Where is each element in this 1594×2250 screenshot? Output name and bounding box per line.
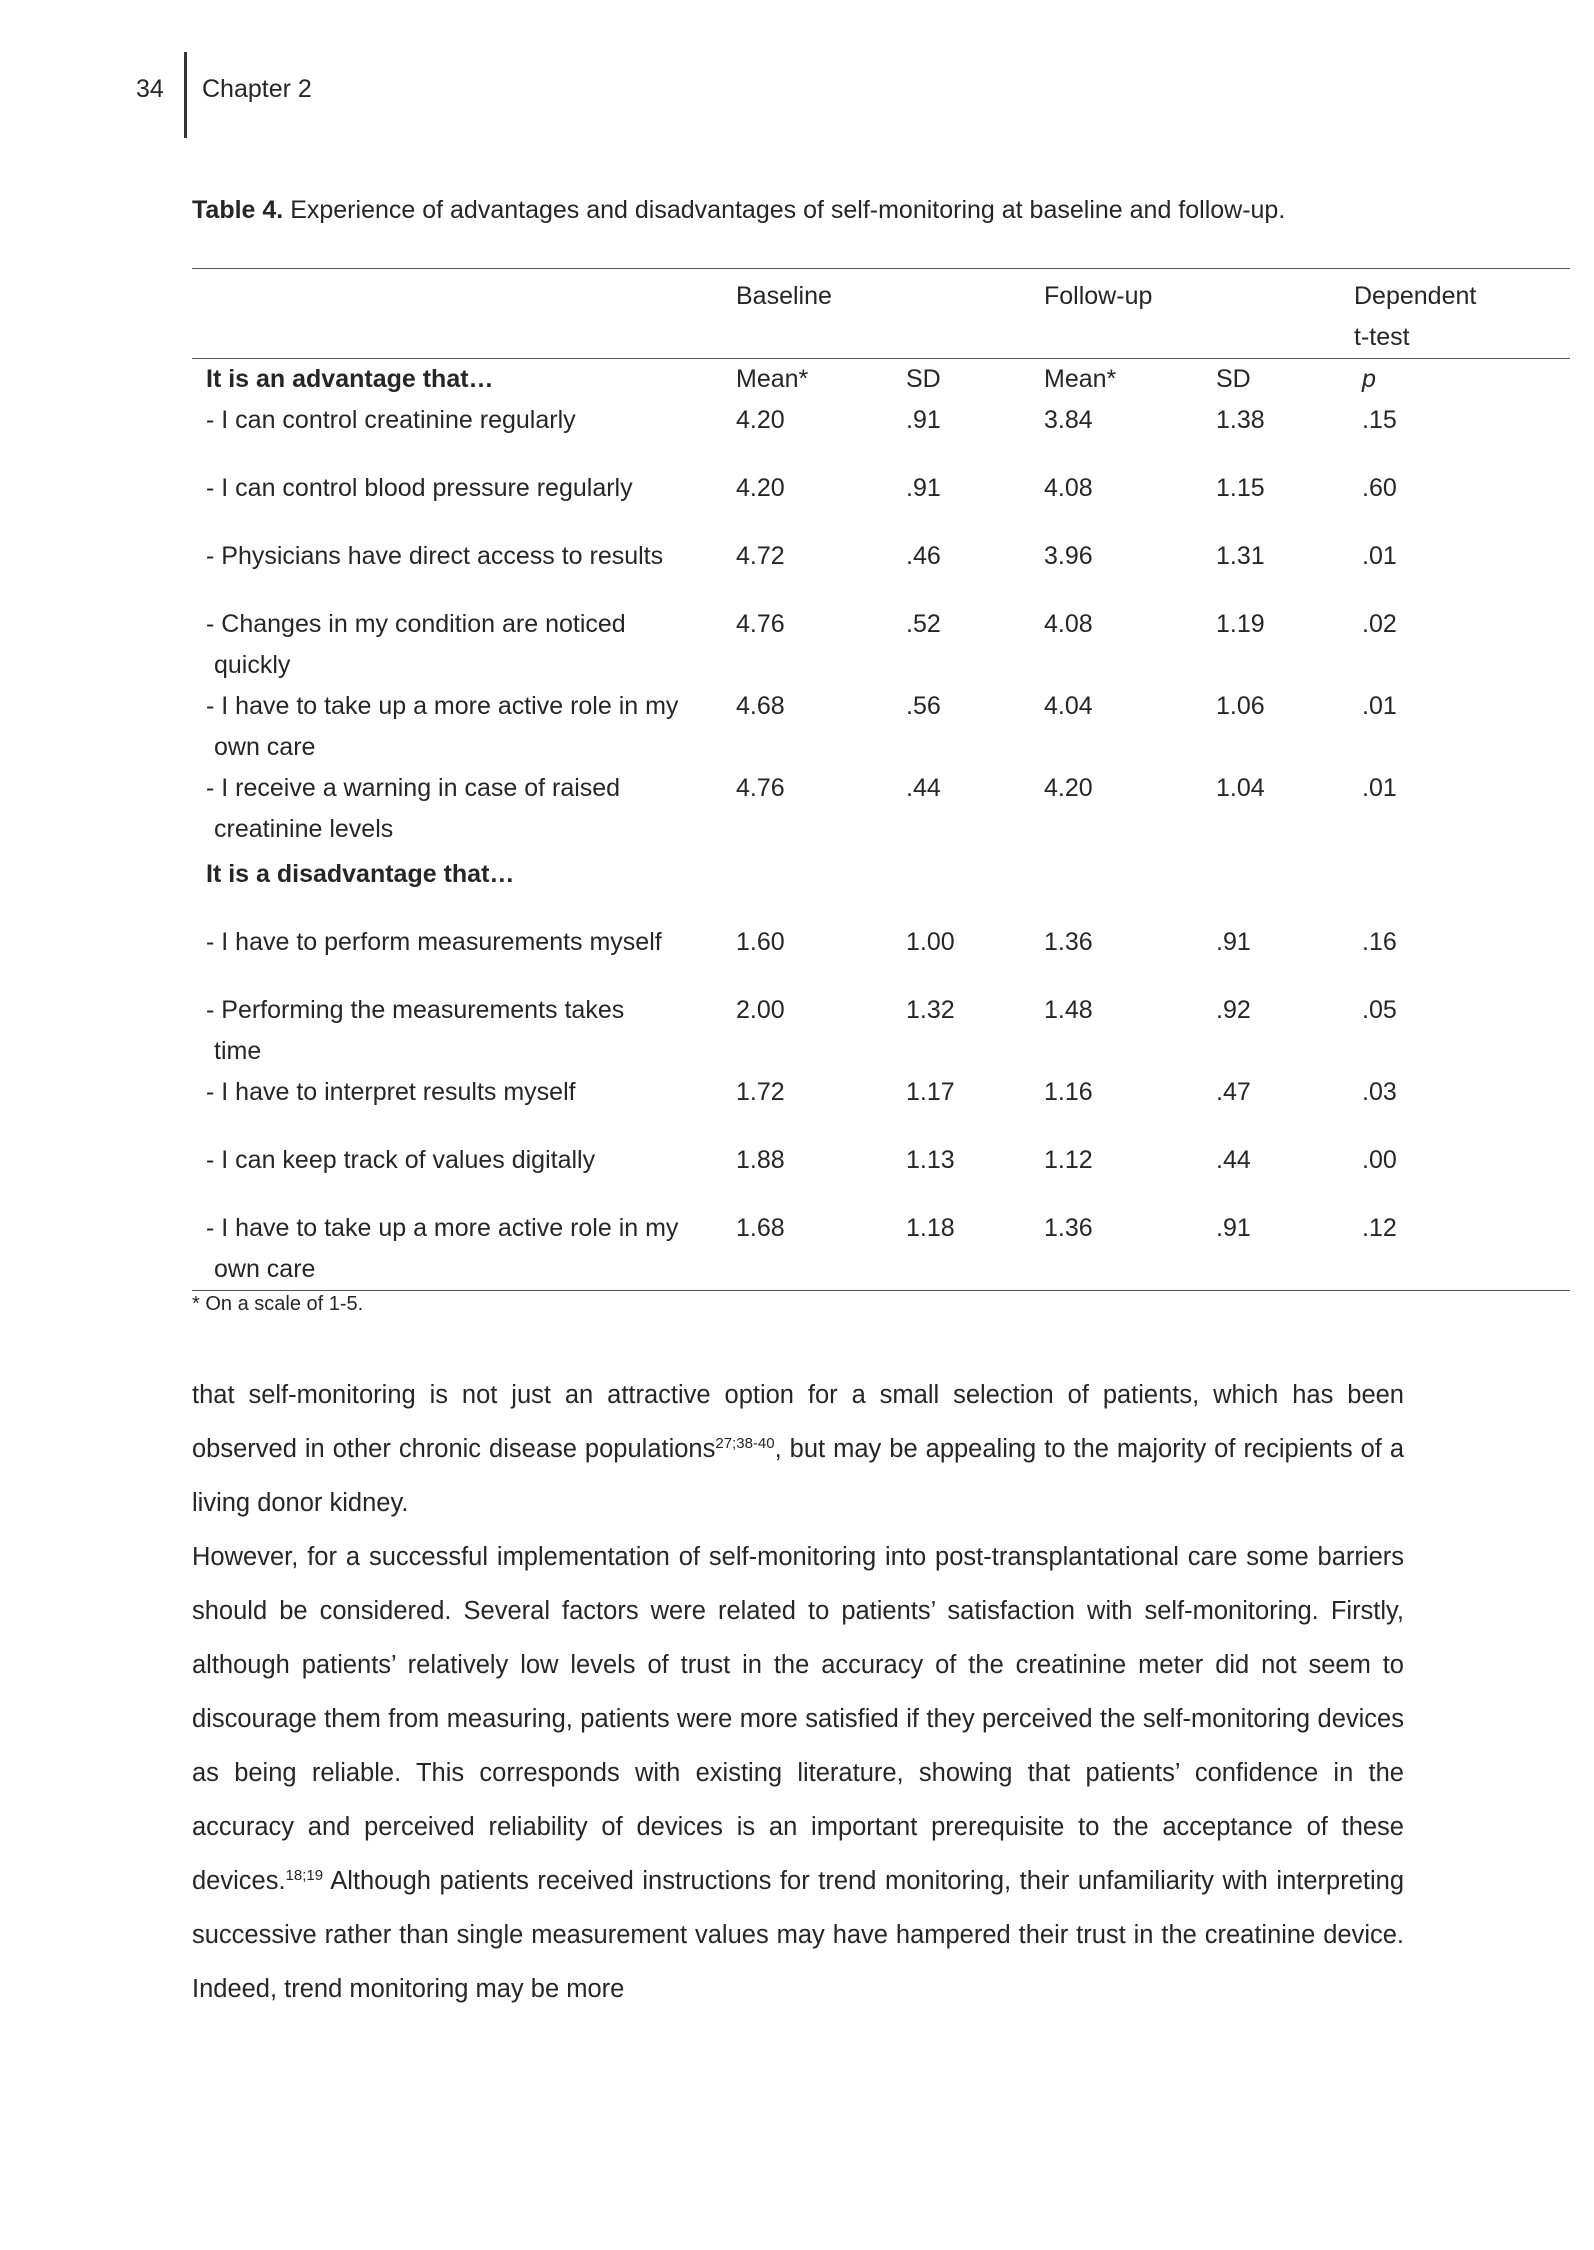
p-value-cell: .01 [1362,774,1397,802]
table-row [192,922,1570,990]
column-header-row [192,359,1570,401]
baseline-sd-cell: .56 [906,692,941,720]
baseline-sd-cell: 1.17 [906,1078,955,1106]
table-row [192,1208,1570,1291]
item-label [192,604,736,686]
followup-mean-cell: 1.36 [1044,1208,1216,1291]
item-label [192,400,736,468]
baseline-sd-cell: 1.13 [906,1146,955,1174]
item-label-line1: - I can keep track of values digitally [206,1146,596,1174]
table-group-header-row [192,269,1570,359]
item-label-line1: - I have to take up a more active role in my [206,692,679,720]
test-header-line1: Dependent [1354,282,1477,310]
caption-label: Table 4. [192,196,284,224]
p-value-cell: .03 [1362,1078,1397,1106]
p-value-cell: .02 [1362,610,1397,638]
table-row [192,686,1570,768]
followup-sd-cell: 1.38 [1216,406,1265,434]
item-label-line1: - Changes in my condition are noticed [206,610,626,638]
followup-sd-cell: 1.04 [1216,774,1265,802]
baseline-mean-cell: 4.20 [736,406,785,434]
table-row [192,768,1570,850]
baseline-header: Baseline [736,269,1044,359]
item-label-line1: - I have to perform measurements myself [206,928,662,956]
paragraph-1-part-b: , but may be appealing to the majority of recipients of a living donor kidney. [192,1435,1405,1517]
item-label-line2: quickly [214,651,291,679]
follow-up-header: Follow-up [1044,269,1354,359]
table-row [192,536,1570,604]
baseline-mean-cell: 2.00 [736,996,785,1024]
followup-sd-cell: .44 [1216,1146,1251,1174]
paragraph-2-part-a: However, for a successful implementation of self-monitoring into post-transplantational care some barriers should be considered. Several factors were related to patients’ satisfaction with self-monitoring. Firstly, although patients’ relatively low levels of trust in the accuracy of the creatinine meter did not seem to discourage them from measuring, patients were more satisfied if they perceived the self-monitoring devices as being reliable. This corresponds with existing literature, showing that patients’ confidence in the accuracy and perceived reliability of devices is an important prerequisite to the acceptance of these devices. [192,1543,1404,1895]
p-value-cell: .05 [1362,996,1397,1024]
disadvantage-heading: It is a disadvantage that… [206,860,515,888]
table-caption [192,192,1285,228]
item-label-line1: - I have to take up a more active role in my [206,1214,679,1242]
baseline-sd-cell: .91 [906,406,941,434]
p-value-cell: .01 [1362,692,1397,720]
header-divider [184,52,187,138]
followup-mean-cell: 1.48 [1044,996,1093,1024]
baseline-sd-cell: 1.18 [906,1208,1044,1291]
item-label-line1: - I can control creatinine regularly [206,406,576,434]
results-table-wrapper [192,268,1570,1316]
caption-text: Experience of advantages and disadvantages of self-monitoring at baseline and follow-up. [290,196,1286,224]
col-followup-mean: Mean* [1044,359,1216,401]
followup-sd-cell: .47 [1216,1078,1251,1106]
item-label [192,536,736,604]
followup-mean-cell: 4.08 [1044,474,1093,502]
p-value-cell: .16 [1362,928,1397,956]
item-label [192,922,736,990]
baseline-mean-cell: 4.20 [736,474,785,502]
followup-mean-cell: 1.12 [1044,1146,1093,1174]
citation-superscript: 18;19 [285,1867,324,1884]
item-label [192,1072,736,1140]
results-table [192,268,1570,1291]
col-baseline-mean: Mean* [736,359,906,401]
baseline-mean-cell: 1.88 [736,1146,785,1174]
paragraph-1 [192,1368,1404,1530]
baseline-mean-cell: 4.72 [736,542,785,570]
table-row [192,1140,1570,1208]
paragraph-1-part-a: that self-monitoring is not just an attractive option for a small selection of patients, which has been observed in other chronic disease populations [192,1381,1404,1463]
baseline-mean-cell: 1.68 [736,1208,906,1291]
item-label-line2: own care [214,733,316,761]
disadvantage-section-row [192,850,1570,922]
p-value-cell: .12 [1354,1208,1570,1291]
followup-sd-cell: 1.19 [1216,610,1265,638]
baseline-mean-cell: 1.60 [736,928,785,956]
followup-sd-cell: .92 [1216,996,1251,1024]
table-row [192,400,1570,468]
followup-mean-cell: 1.16 [1044,1078,1093,1106]
item-label [192,768,736,850]
advantage-heading: It is an advantage that… [192,359,736,401]
followup-sd-cell: 1.06 [1216,692,1265,720]
p-value-cell: .15 [1362,406,1397,434]
item-label-line1: - I receive a warning in case of raised [206,774,621,802]
table-row [192,604,1570,686]
followup-sd-cell: 1.15 [1216,474,1265,502]
baseline-sd-cell: .44 [906,774,941,802]
paragraph-2 [192,1530,1404,2016]
col-baseline-sd: SD [906,359,1044,401]
item-label-line2: time [214,1037,262,1065]
test-header-line2: t-test [1354,323,1410,351]
item-label-line1: - Physicians have direct access to results [206,542,664,570]
table-footnote: * On a scale of 1-5. [192,1293,364,1315]
item-label [192,1208,736,1291]
baseline-sd-cell: .52 [906,610,941,638]
item-label [192,990,736,1072]
table-row [192,468,1570,536]
followup-sd-cell: .91 [1216,928,1251,956]
item-label-line1: - I have to interpret results myself [206,1078,576,1106]
followup-mean-cell: 4.04 [1044,692,1093,720]
item-label-line2: own care [214,1255,316,1283]
followup-mean-cell: 1.36 [1044,928,1093,956]
body-text [192,1368,1404,2016]
dependent-t-test-header [1354,269,1570,359]
item-label [192,686,736,768]
running-head: Chapter 2 [202,75,312,103]
table-row [192,1072,1570,1140]
item-label-line1: - I can control blood pressure regularly [206,474,633,502]
followup-sd-cell: .91 [1216,1208,1354,1291]
col-followup-sd: SD [1216,359,1354,401]
baseline-mean-cell: 4.68 [736,692,785,720]
item-label [192,468,736,536]
baseline-sd-cell: 1.00 [906,928,955,956]
p-value-cell: .01 [1362,542,1397,570]
item-label-line2: creatinine levels [214,815,394,843]
baseline-mean-cell: 4.76 [736,774,785,802]
followup-mean-cell: 3.96 [1044,542,1093,570]
followup-mean-cell: 4.08 [1044,610,1093,638]
baseline-mean-cell: 4.76 [736,610,785,638]
baseline-sd-cell: .91 [906,474,941,502]
p-value-cell: .60 [1362,474,1397,502]
page-number: 34 [136,75,164,103]
p-value-cell: .00 [1362,1146,1397,1174]
followup-sd-cell: 1.31 [1216,542,1265,570]
followup-mean-cell: 3.84 [1044,406,1093,434]
baseline-mean-cell: 1.72 [736,1078,785,1106]
citation-superscript: 27;38-40 [715,1435,775,1452]
col-p-value: p [1354,359,1570,401]
baseline-sd-cell: 1.32 [906,996,955,1024]
item-label-line1: - Performing the measurements takes [206,996,625,1024]
table-row [192,990,1570,1072]
baseline-sd-cell: .46 [906,542,941,570]
item-label [192,1140,736,1208]
followup-mean-cell: 4.20 [1044,774,1093,802]
paragraph-2-part-b: Although patients received instructions for trend monitoring, their unfamiliarity with interpreting successive rather than single measurement values may have hampered their trust in the creatinine device. Indeed, trend monitoring may be more [192,1867,1404,2003]
